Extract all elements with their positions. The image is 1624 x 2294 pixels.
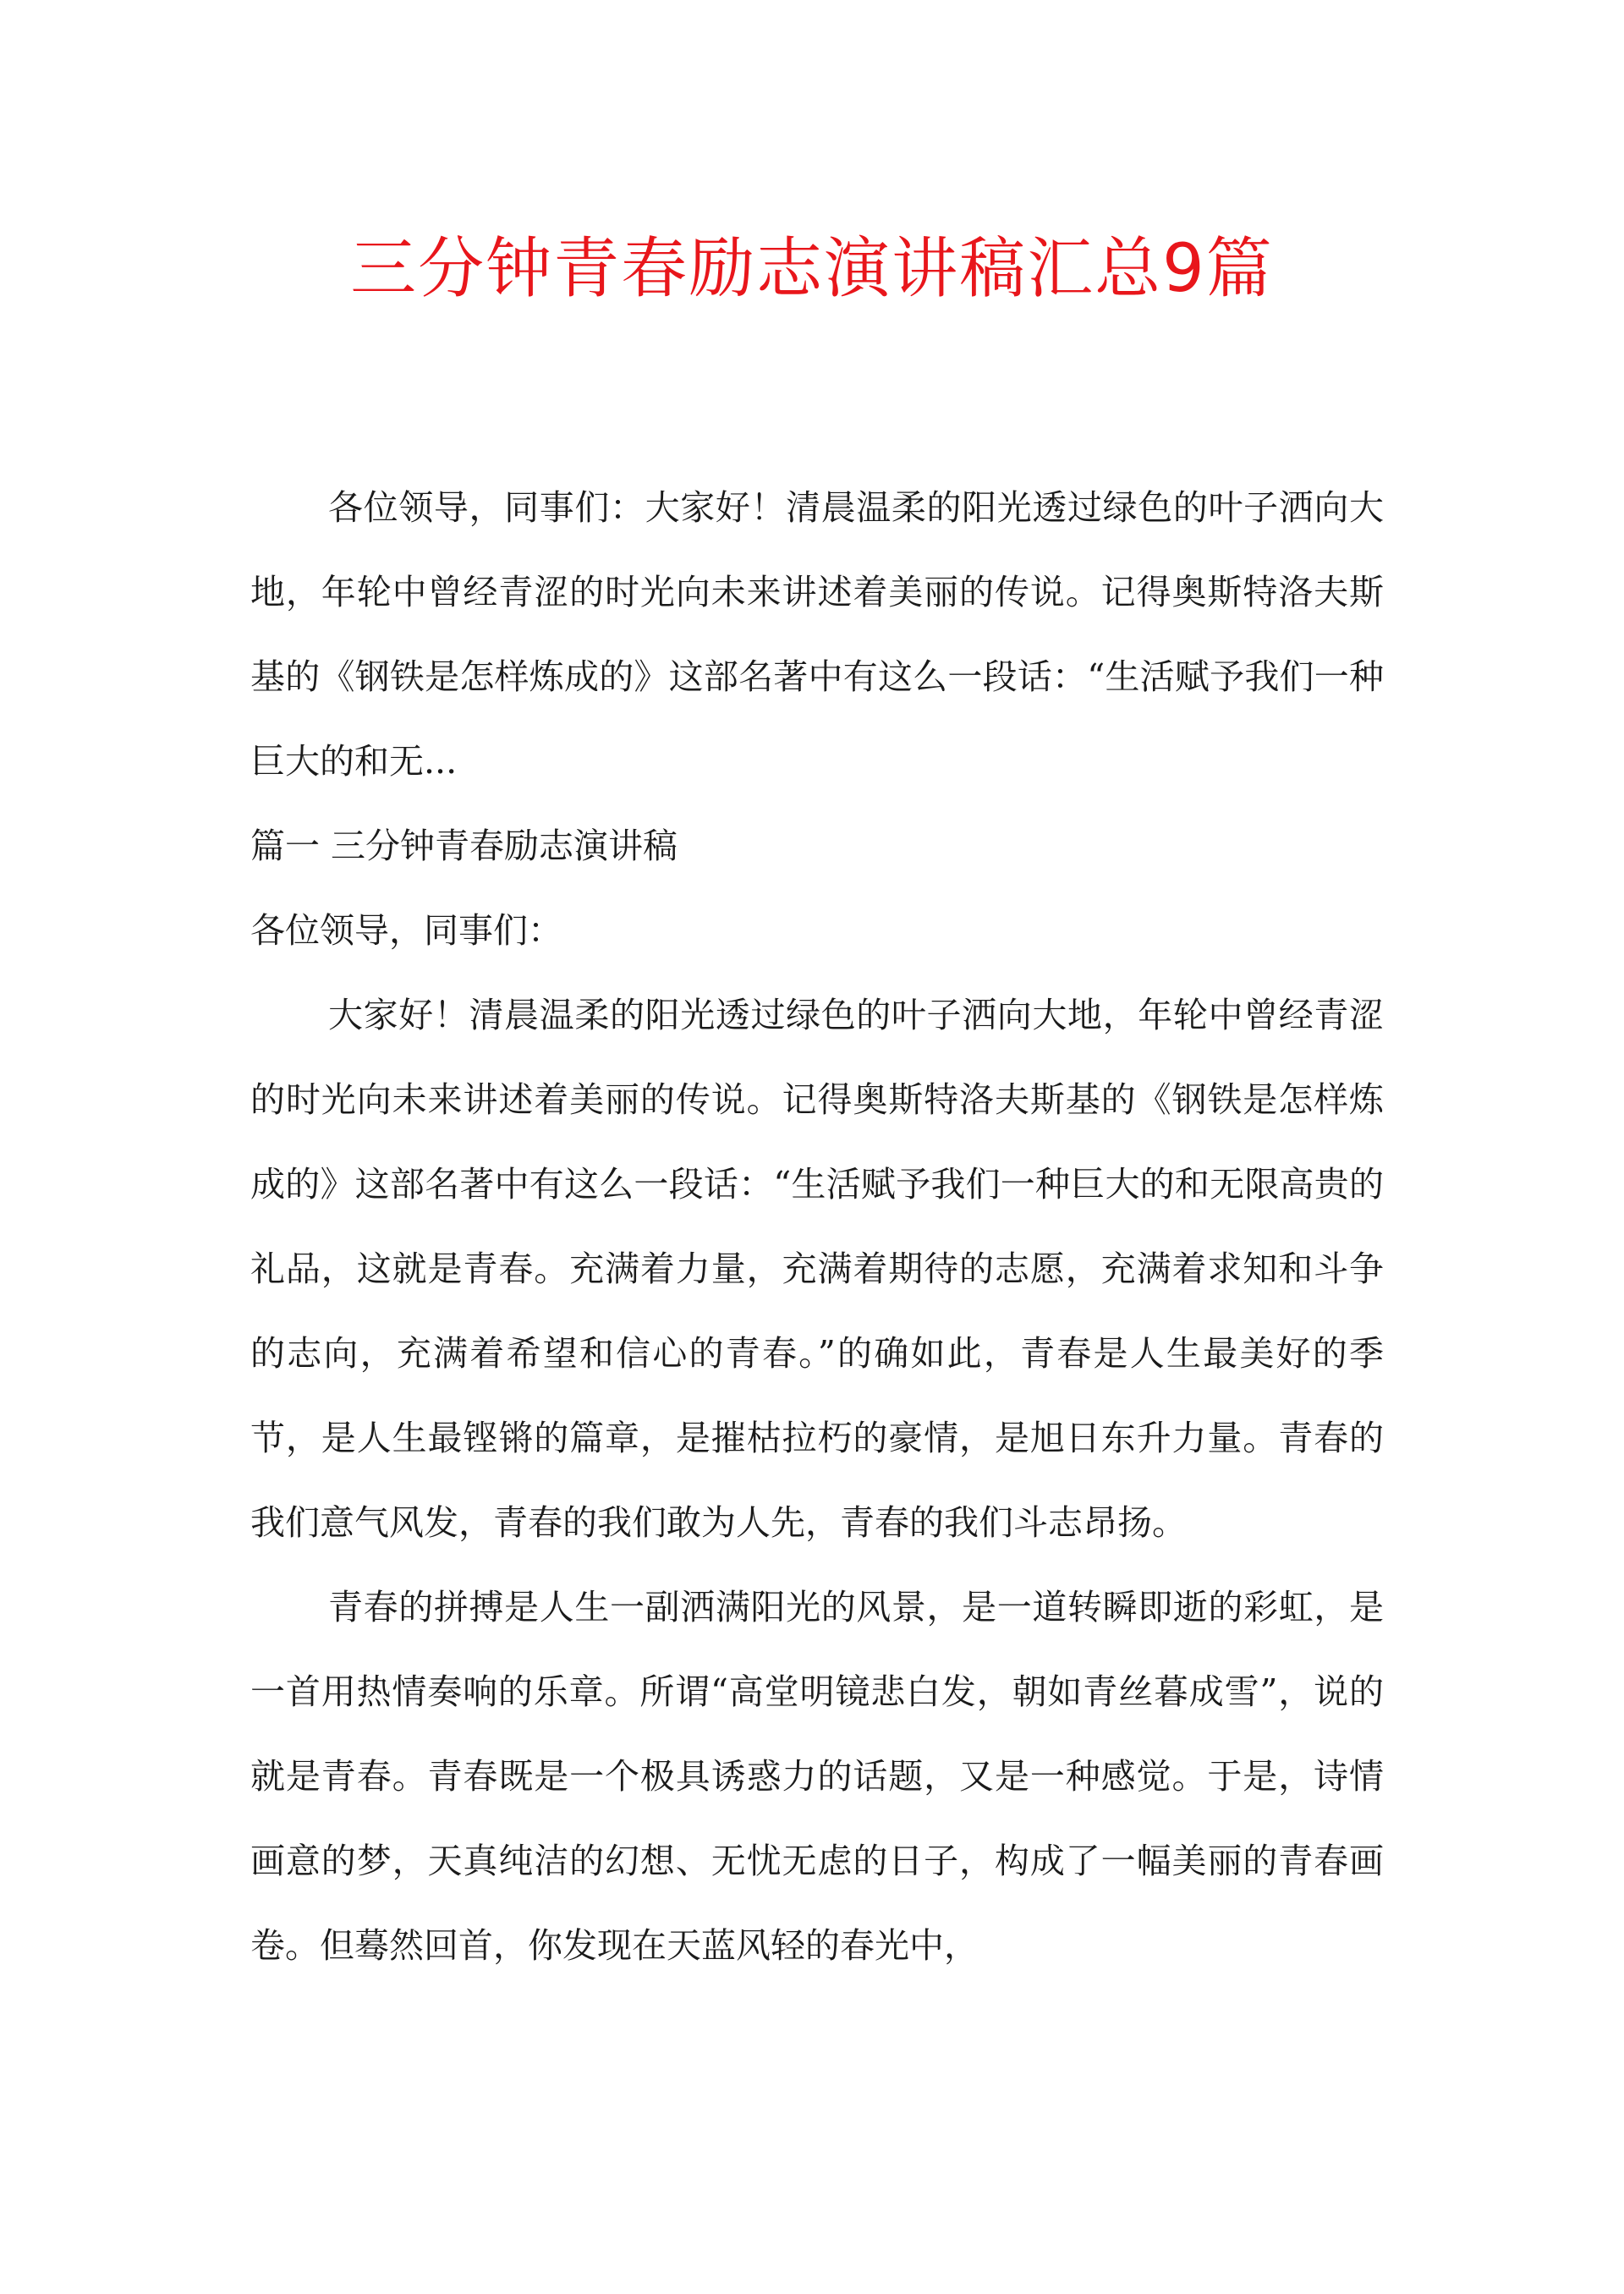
- body-paragraph-1: 大家好！清晨温柔的阳光透过绿色的叶子洒向大地，年轮中曾经青涩的时光向未来讲述着美丽的传说。记得奥斯特洛夫斯基的《钢铁是怎样炼成的》这部名著中有这么一段话：“生活赋予我们一种巨大的和无限高贵的礼品，这就是青春。充满着力量，充满着期待的志愿，充满着求知和斗争的志向，充满着希望和信心的青春。”的确如此，青春是人生最美好的季节，是人生最铿锵的篇章，是摧枯拉朽的豪情，是旭日东升力量。青春的我们意气风发，青春的我们敢为人先，青春的我们斗志昂扬。: [250, 995, 1384, 1543]
- salutation: 各位领导，同事们：: [250, 910, 562, 951]
- section-heading: 篇一 三分钟青春励志演讲稿: [250, 826, 678, 866]
- intro-paragraph: 各位领导，同事们：大家好！清晨温柔的阳光透过绿色的叶子洒向大地，年轮中曾经青涩的时光向未来讲述着美丽的传说。记得奥斯特洛夫斯基的《钢铁是怎样炼成的》这部名著中有这么一段话：“生活赋予我们一种巨大的和无...: [250, 487, 1384, 782]
- document-body: [250, 465, 1384, 1988]
- body-paragraph-2: 青春的拼搏是人生一副洒满阳光的风景，是一道转瞬即逝的彩虹，是一首用热情奏响的乐章。所谓“高堂明镜悲白发，朝如青丝暮成雪”，说的就是青春。青春既是一个极具诱惑力的话题，又是一种感觉。于是，诗情画意的梦，天真纯洁的幻想、无忧无虑的日子，构成了一幅美丽的青春画卷。但蓦然回首，你发现在天蓝风轻的春光中，: [250, 1587, 1384, 1966]
- document-title: 三分钟青春励志演讲稿汇总9篇: [350, 231, 1274, 307]
